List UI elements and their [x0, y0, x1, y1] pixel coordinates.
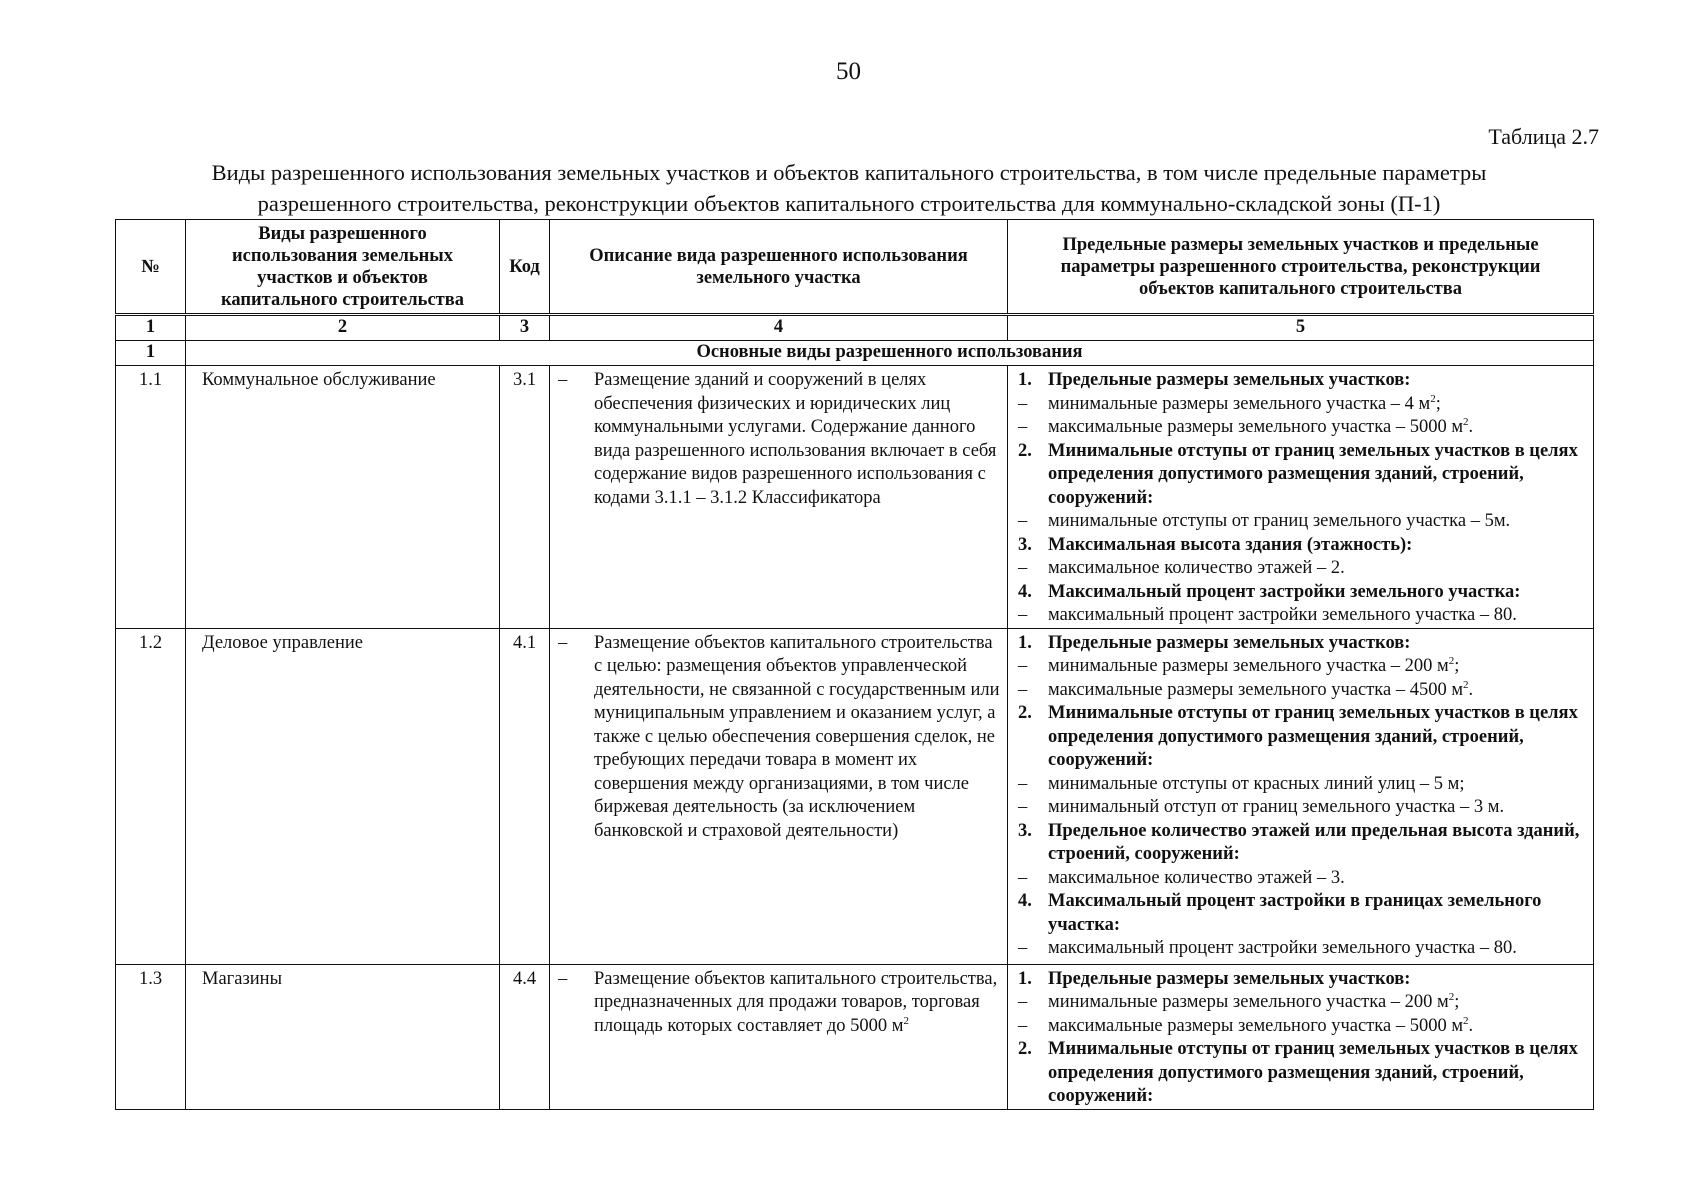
row-kind: Деловое управление [186, 628, 500, 964]
param-heading: 2. Минимальные отступы от границ земельных участков в целях определения допустимого размещения зданий, строений, сооружений: [1018, 703, 1578, 770]
param-heading: 3. Предельное количество этажей или предельная высота зданий, строений, сооружений: [1018, 820, 1580, 864]
land-use-table [115, 219, 1594, 1110]
row-desc-text: Размещение зданий и сооружений в целях обеспечения физических и юридических лиц коммунальными услугами. Содержание данного вида разрешенного использования включает в себя содержание видов разрешенного использования с кодами 3.1.1 – 3.1.2 Классификатора [594, 370, 997, 508]
param-heading: 1. Предельные размеры земельных участков: [1018, 632, 1411, 653]
param-bullet: – максимальный процент застройки земельного участка – 80. [1018, 605, 1517, 625]
param-bullet: – максимальное количество этажей – 3. [1018, 867, 1345, 888]
param-bullet: – максимальное количество этажей – 2. [1018, 558, 1345, 578]
table-title [110, 157, 1588, 219]
row-params [1008, 628, 1594, 964]
row-code: 4.1 [500, 628, 550, 964]
row-kind: Коммунальное обслуживание [186, 366, 500, 629]
param-bullet: – минимальные размеры земельного участка – 200 $м^2$; [1018, 990, 1460, 1012]
row-desc [550, 366, 1008, 629]
row-num: 1.1 [116, 366, 186, 629]
param-heading: 4. Максимальный процент застройки земельного участка: [1018, 581, 1521, 602]
row-params [1008, 964, 1594, 1109]
param-bullet: – максимальные размеры земельного участка – 5000 $м^2$. [1018, 1014, 1474, 1036]
col-number: 2 [186, 315, 500, 341]
param-heading: 2. Минимальные отступы от границ земельных участков в целях определения допустимого размещения зданий, строений, сооружений: [1018, 440, 1578, 508]
row-kind: Магазины [186, 964, 500, 1109]
param-heading: 3. Максимальная высота здания (этажность): [1018, 534, 1413, 555]
dash-marker: – [558, 968, 568, 989]
page-number: 50 [836, 58, 861, 85]
dash-marker: – [558, 632, 568, 653]
row-params [1008, 366, 1594, 629]
param-bullet: – максимальный процент застройки земельного участка – 80. [1018, 938, 1517, 958]
header-num: № [116, 220, 186, 315]
row-desc [550, 628, 1008, 964]
row-code: 3.1 [500, 366, 550, 629]
col-number: 1 [116, 315, 186, 341]
param-bullet: – максимальные размеры земельного участка – 5000 $м^2$. [1018, 415, 1474, 437]
header-kind: Виды разрешенного использования земельных участков и объектов капитального строительства [186, 220, 500, 315]
table-row [116, 628, 1594, 964]
title-line-2: разрешенного строительства, реконструкции объектов капитального строительства для коммунально-складской зоны (П-1) [257, 191, 1441, 216]
column-number-row [116, 315, 1594, 341]
table-row [116, 964, 1594, 1109]
param-bullet: – минимальные размеры земельного участка – 4 $м^2$; [1018, 392, 1441, 414]
header-code: Код [500, 220, 550, 315]
col-number: 5 [1008, 315, 1594, 341]
row-desc-text: Размещение объектов капитального строительства с целью: размещения объектов управленческой деятельности, не связанной с государственным или муниципальным управлением и оказанием услуг, а также с целью обеспечения совершения сделок, не требующих передачи товара в момент их совершения между организациями, в том числе биржевая деятельность (за исключением банковской и страховой деятельности) [594, 632, 1000, 841]
row-num: 1.2 [116, 628, 186, 964]
param-heading: 4. Максимальный процент застройки в границах земельного участка: [1018, 891, 1542, 935]
section-label: Основные виды разрешенного использования [186, 341, 1594, 366]
param-bullet: – максимальные размеры земельного участка – 4500 $м^2$. [1018, 678, 1474, 700]
param-heading: 1. Предельные размеры земельных участков: [1018, 968, 1411, 989]
param-bullet: – минимальные размеры земельного участка – 200 $м^2$; [1018, 654, 1460, 676]
header-desc: Описание вида разрешенного использования земельного участка [550, 220, 1008, 315]
col-number: 3 [500, 315, 550, 341]
row-desc [550, 964, 1008, 1109]
row-num: 1.3 [116, 964, 186, 1109]
dash-marker: – [558, 370, 568, 390]
section-row [116, 341, 1594, 366]
table-row [116, 366, 1594, 629]
table-header-row [116, 220, 1594, 315]
param-bullet: – минимальный отступ от границ земельного участка – 3 м. [1018, 797, 1505, 817]
param-bullet: – минимальные отступы от границ земельного участка – 5м. [1018, 511, 1511, 531]
param-heading: 2. Минимальные отступы от границ земельных участков в целях определения допустимого размещения зданий, строений, сооружений: [1018, 1039, 1578, 1106]
header-params: Предельные размеры земельных участков и предельные параметры разрешенного строительства, реконструкции объектов капитального строительства [1008, 220, 1594, 315]
param-heading: 1. Предельные размеры земельных участков: [1018, 370, 1411, 390]
section-num: 1 [116, 341, 186, 366]
row-code: 4.4 [500, 964, 550, 1109]
table-label: Таблица 2.7 [1488, 124, 1599, 149]
title-line-1: Виды разрешенного использования земельных участков и объектов капитального строительства, в том числе предельные параметры [211, 160, 1487, 185]
param-bullet: – минимальные отступы от красных линий улиц – 5 м; [1018, 773, 1465, 794]
row-desc-text: Размещение объектов капитального строительства, предназначенных для продажи товаров, торговая площадь которых составляет до 5000 $м^2$ [594, 968, 998, 1036]
col-number: 4 [550, 315, 1008, 341]
